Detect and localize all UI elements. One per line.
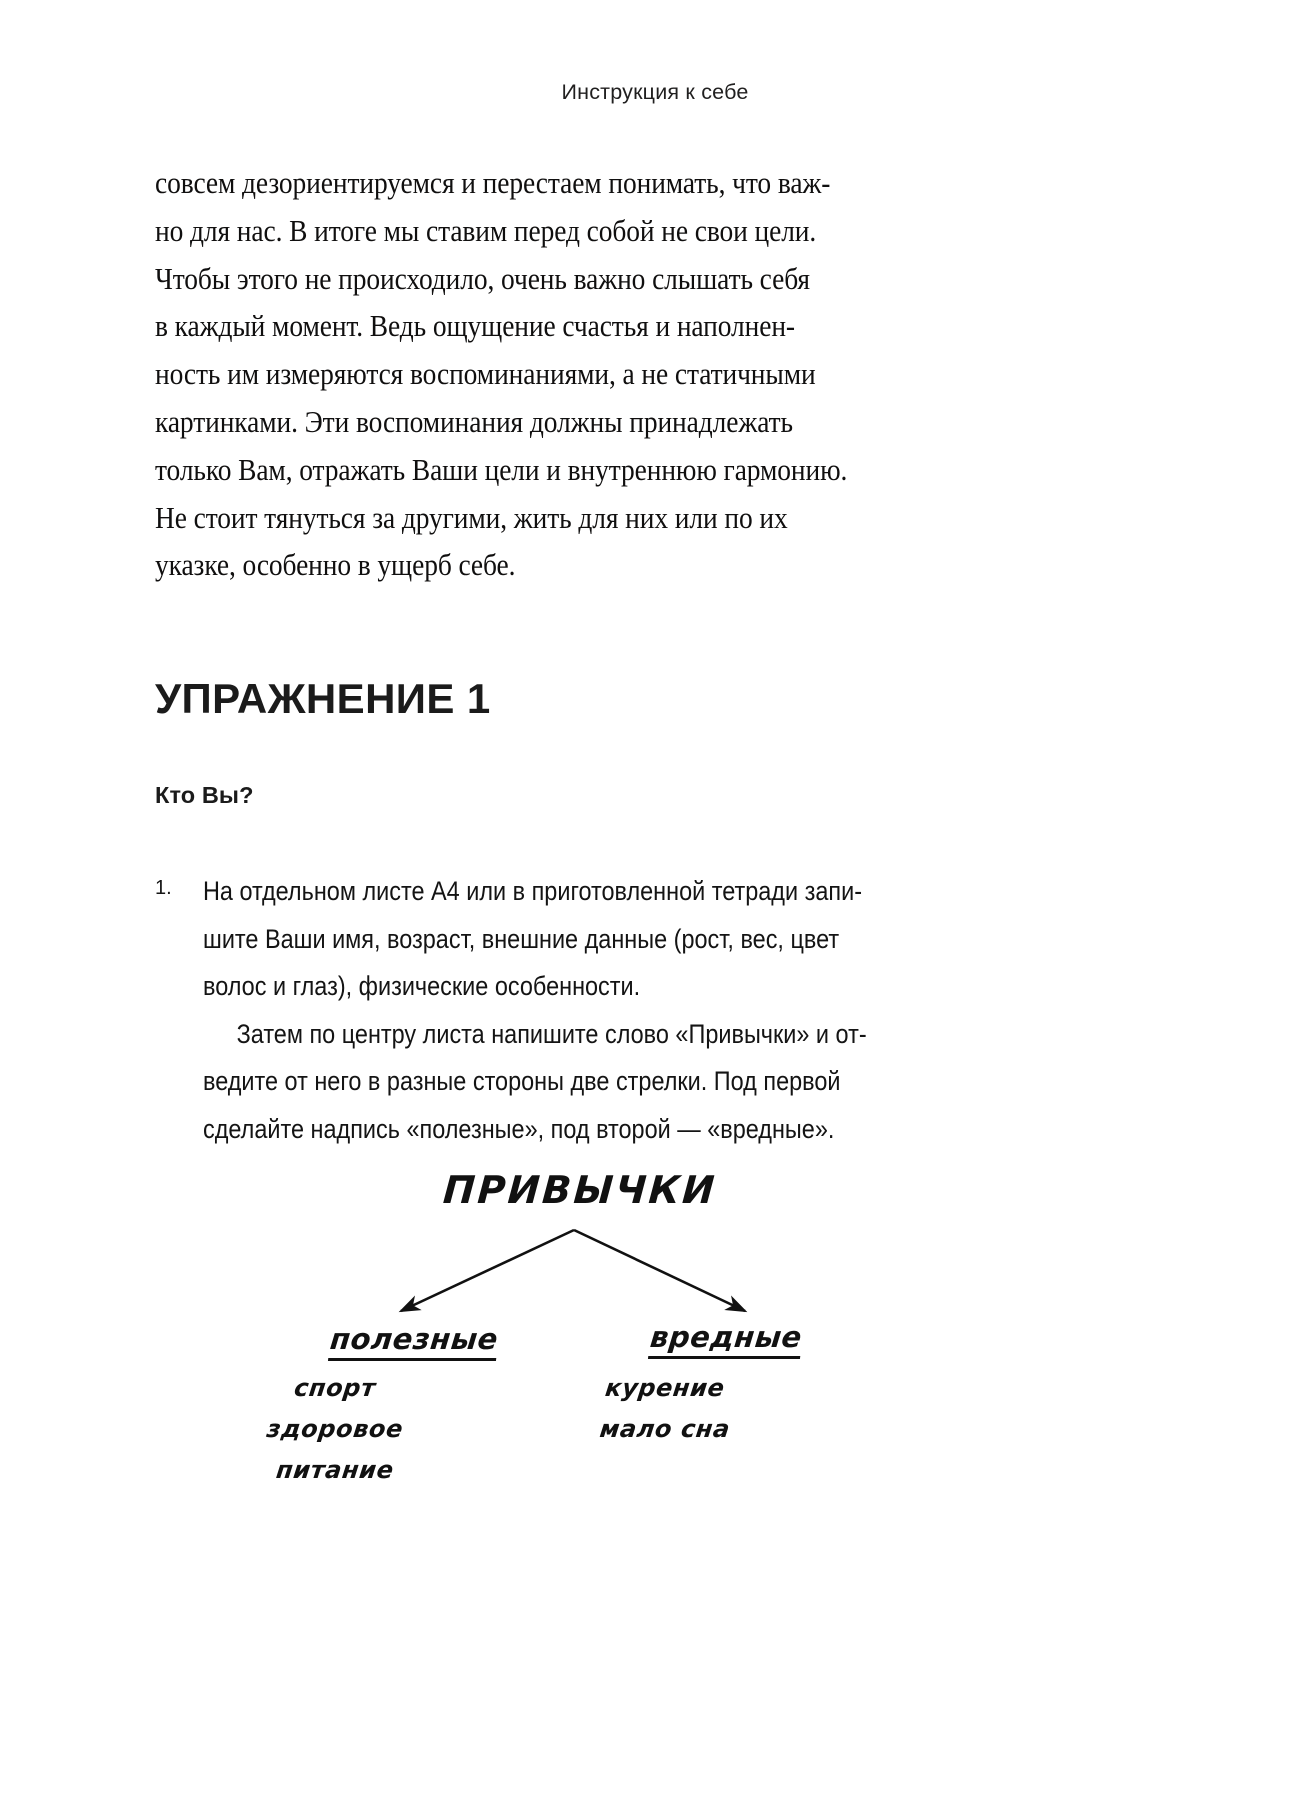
list-item-number: 1.: [155, 877, 172, 899]
body-line: совсем дезориентируемся и перестаем понимать, что важ-: [155, 166, 831, 200]
body-line: ность им измеряются воспоминаниями, а не статичными: [155, 357, 816, 392]
list-line: На отдельном листе А4 или в приготовленной тетради запи-: [203, 876, 863, 906]
diagram-harmful-item: курение: [603, 1374, 727, 1402]
diagram-useful-item: здоровое: [265, 1415, 405, 1443]
body-line: указке, особенно в ущерб себе.: [155, 548, 516, 583]
diagram-harmful-item: мало сна: [598, 1415, 732, 1443]
diagram-label-useful: полезные: [328, 1322, 500, 1361]
arrow-to-harmful: [574, 1230, 745, 1311]
list-line: Затем по центру листа напишите слово «Привычки» и от-: [236, 1018, 867, 1049]
diagram-title: ПРИВЫЧКИ: [441, 1168, 719, 1212]
arrow-to-useful: [401, 1230, 574, 1311]
habits-diagram: [155, 1168, 1005, 1588]
diagram-useful-item: питание: [274, 1456, 396, 1484]
body-text-block: [155, 160, 1000, 590]
body-paragraph: [155, 160, 1001, 590]
list-item-body: [203, 868, 1005, 1153]
list-line: шите Ваши имя, возраст, внешние данные (рост, вес, цвет: [203, 923, 840, 954]
list-line: ведите от него в разные стороны две стрелки. Под первой: [203, 1066, 841, 1096]
exercise-list: [155, 868, 1005, 1153]
diagram-label-harmful: вредные: [648, 1320, 804, 1359]
body-line: только Вам, отражать Ваши цели и внутреннюю гармонию.: [155, 452, 848, 487]
list-item: [155, 868, 1005, 1153]
diagram-useful-item: спорт: [292, 1374, 378, 1402]
body-line: Не стоит тянуться за другими, жить для них или по их: [155, 500, 788, 535]
running-head: Инструкция к себе: [561, 80, 749, 104]
body-line: в каждый момент. Ведь ощущение счастья и наполнен-: [155, 309, 795, 344]
body-line: Чтобы этого не происходило, очень важно слышать себя: [155, 261, 810, 296]
list-line: сделайте надпись «полезные», под второй — «вредные».: [203, 1113, 835, 1144]
exercise-heading: УПРАЖНЕНИЕ 1: [155, 675, 491, 722]
exercise-subheading: Кто Вы?: [155, 782, 254, 808]
list-line: волос и глаз), физические особенности.: [203, 971, 641, 1001]
body-line: но для нас. В итоге мы ставим перед собой не свои цели.: [155, 213, 817, 248]
body-line: картинками. Эти воспоминания должны принадлежать: [155, 404, 793, 439]
